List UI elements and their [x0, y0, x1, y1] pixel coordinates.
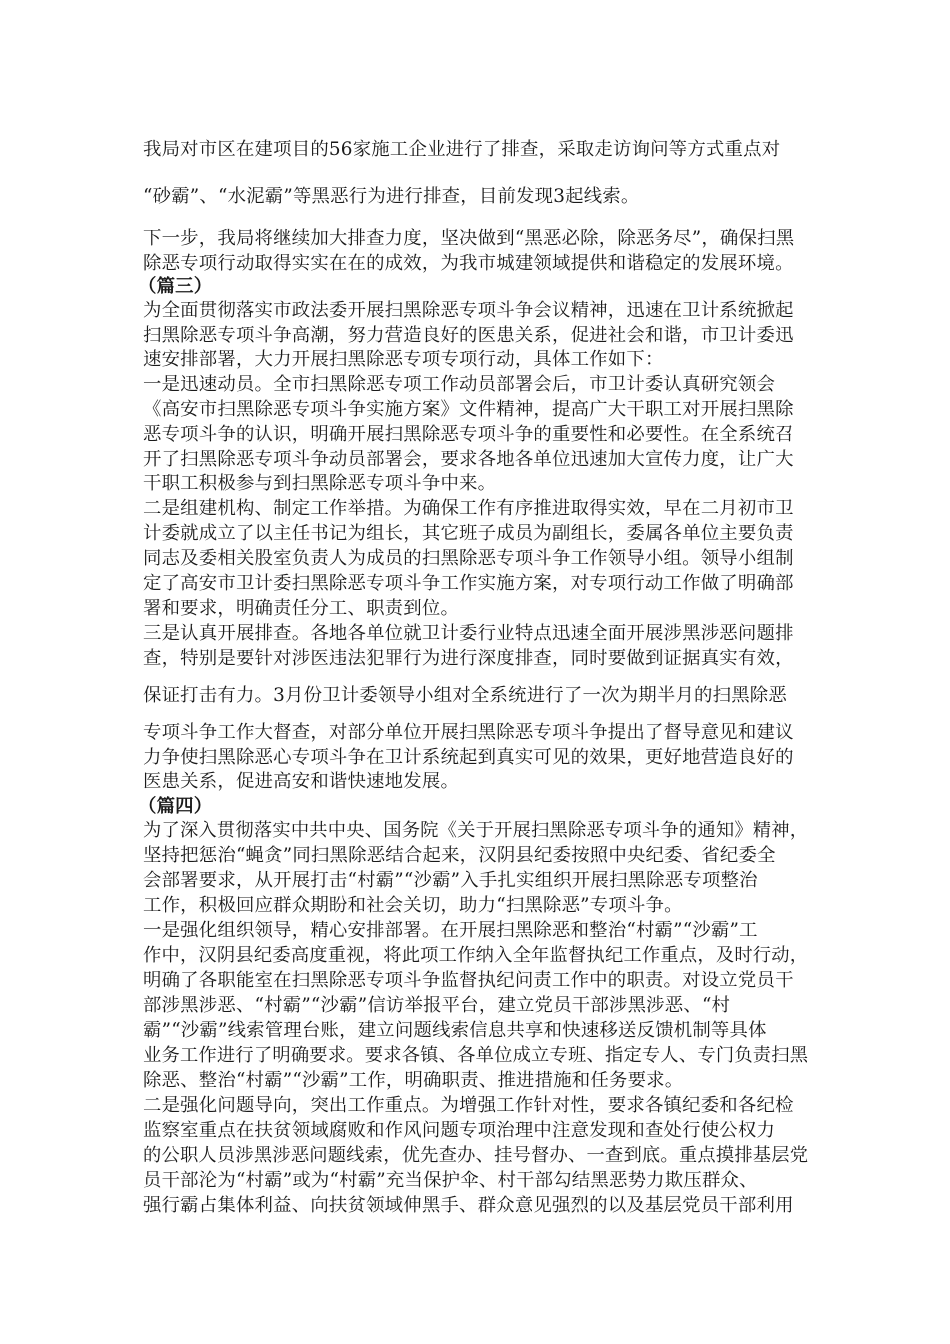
text-line: 同志及委相关股室负责人为成员的扫黑除恶专项斗争工作领导小组。领导小组制 — [143, 548, 794, 569]
text-line: 为全面贯彻落实市政法委开展扫黑除恶专项斗争会议精神，迅速在卫计系统掀起 — [143, 300, 794, 321]
text-line: 坚持把惩治“蝇贪”同扫黑除恶结合起来，汉阴县纪委按照中央纪委、省纪委全 — [143, 845, 776, 866]
text-line: 业务工作进行了明确要求。要求各镇、各单位成立专班、指定专人、专门负责扫黑 — [143, 1045, 809, 1066]
text-line: 会部署要求，从开展打击“村霸”“沙霸”入手扎实组织开展扫黑除恶专项整治 — [143, 870, 758, 891]
text-line: 开了扫黑除恶专项斗争动员部署会，要求各地各单位迅速加大宣传力度，让广大 — [143, 449, 794, 470]
text-line: 专项斗争工作大督查，对部分单位开展扫黑除恶专项斗争提出了督导意见和建议 — [143, 722, 794, 743]
text-line: 保证打击有力。3月份卫计委领导小组对全系统进行了一次为期半月的扫黑除恶 — [143, 685, 787, 706]
text-line: 二是组建机构、制定工作举措。为确保工作有序推进取得实效，早在二月初市卫 — [143, 498, 794, 519]
text-line: 明确了各职能室在扫黑除恶专项斗争监督执纪问责工作中的职责。对设立党员干 — [143, 970, 794, 991]
text-line: 除恶专项行动取得实实在在的成效，为我市城建领域提供和谐稳定的发展环境。 — [143, 253, 794, 274]
text-line: 我局对市区在建项目的56家施工企业进行了排查，采取走访询问等方式重点对 — [143, 139, 781, 160]
text-line: “砂霸”、“水泥霸”等黑恶行为进行排查，目前发现3起线索。 — [143, 186, 640, 207]
text-line: 工作，积极回应群众期盼和社会关切，助力“扫黑除恶”专项斗争。 — [143, 895, 683, 916]
text-line: 力争使扫黑除恶心专项斗争在卫计系统起到真实可见的效果，更好地营造良好的 — [143, 747, 794, 768]
text-line: 霸”“沙霸”线索管理台账，建立问题线索信息共享和快速移送反馈机制等具体 — [143, 1020, 767, 1041]
text-line: 员干部沦为“村霸”或为“村霸”充当保护伞、村干部勾结黑恶势力欺压群众、 — [143, 1170, 758, 1191]
text-line: 定了高安市卫计委扫黑除恶专项斗争工作实施方案，对专项行动工作做了明确部 — [143, 573, 794, 594]
text-line: 的公职人员涉黑涉恶问题线索，优先查办、挂号督办、一查到底。重点摸排基层党 — [143, 1145, 809, 1166]
text-line: 查，特别是要针对涉医违法犯罪行为进行深度排查，同时要做到证据真实有效， — [143, 648, 794, 669]
section-heading: （篇四） — [138, 796, 213, 817]
text-line: 干职工积极参与到扫黑除恶专项斗争中来。 — [143, 473, 497, 494]
text-line: 速安排部署，大力开展扫黑除恶专项专项行动，具体工作如下： — [143, 349, 664, 370]
text-line: 二是强化问题导向，突出工作重点。为增强工作针对性，要求各镇纪委和各纪检 — [143, 1095, 794, 1116]
text-line: 《高安市扫黑除恶专项斗争实施方案》文件精神，提高广大干职工对开展扫黑除 — [143, 399, 794, 420]
text-line: 计委就成立了以主任书记为组长，其它班子成员为副组长，委属各单位主要负责 — [143, 523, 794, 544]
text-line: 三是认真开展排查。各地各单位就卫计委行业特点迅速全面开展涉黑涉恶问题排 — [143, 623, 794, 644]
text-line: 部涉黑涉恶、“村霸”“沙霸”信访举报平台，建立党员干部涉黑涉恶、“村 — [143, 995, 731, 1016]
text-line: 下一步，我局将继续加大排查力度，坚决做到“黑恶必除，除恶务尽”，确保扫黑 — [143, 228, 795, 249]
text-line: 恶专项斗争的认识，明确开展扫黑除恶专项斗争的重要性和必要性。在全系统召 — [143, 424, 794, 445]
text-line: 监察室重点在扶贫领域腐败和作风问题专项治理中注意发现和查处行使公权力 — [143, 1120, 776, 1141]
text-line: 医患关系，促进高安和谐快速地发展。 — [143, 771, 460, 792]
section-heading: （篇三） — [138, 276, 213, 297]
text-line: 署和要求，明确责任分工、职责到位。 — [143, 598, 460, 619]
text-line: 一是迅速动员。全市扫黑除恶专项工作动员部署会后，市卫计委认真研究领会 — [143, 374, 776, 395]
text-line: 强行霸占集体利益、向扶贫领域伸黑手、群众意见强烈的以及基层党员干部利用 — [143, 1195, 794, 1216]
text-line: 扫黑除恶专项斗争高潮，努力营造良好的医患关系，促进社会和谐，市卫计委迅 — [143, 325, 794, 346]
text-line: 一是强化组织领导，精心安排部署。在开展扫黑除恶和整治“村霸”“沙霸”工 — [143, 920, 758, 941]
text-line: 为了深入贯彻落实中共中央、国务院《关于开展扫黑除恶专项斗争的通知》精神， — [143, 820, 809, 841]
text-line: 除恶、整治“村霸”“沙霸”工作，明确职责、推进措施和任务要求。 — [143, 1070, 684, 1091]
text-line: 作中，汉阴县纪委高度重视，将此项工作纳入全年监督执纪工作重点，及时行动， — [143, 945, 809, 966]
